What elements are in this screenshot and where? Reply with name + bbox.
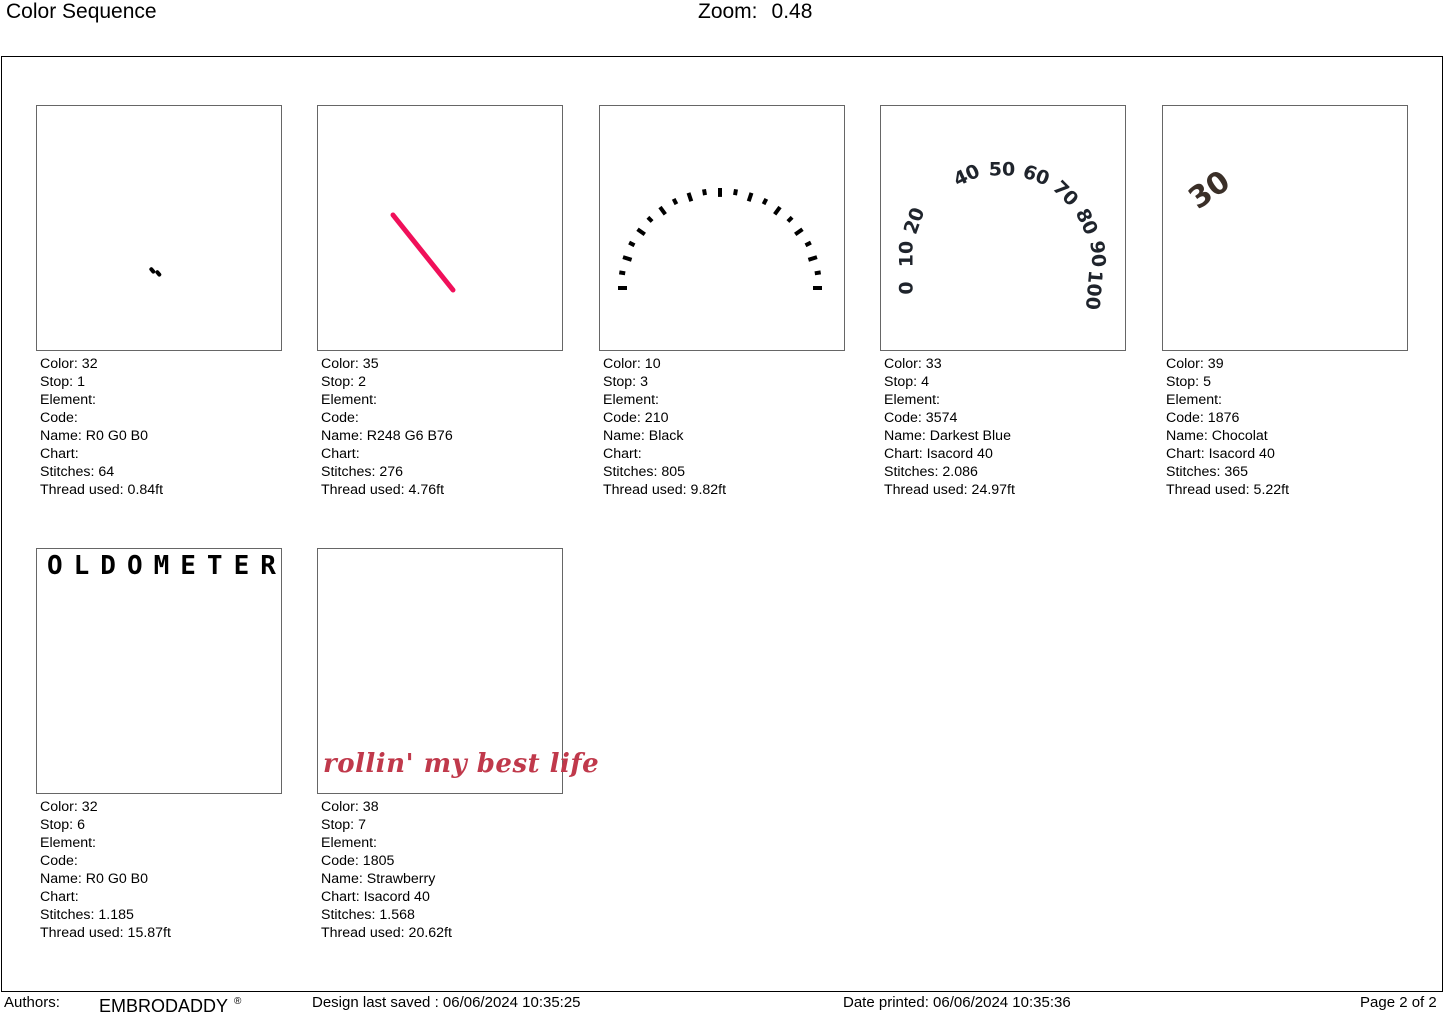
- speedo-number: 40: [950, 159, 984, 192]
- detail-label: Stitches:: [884, 464, 939, 480]
- page-title: Color Sequence: [6, 0, 157, 23]
- detail-value: R0 G0 B0: [81, 871, 149, 887]
- detail-label: Thread used:: [603, 482, 687, 498]
- stitch-preview: [1162, 105, 1408, 351]
- detail-code: [1166, 409, 1289, 427]
- needle-pivot-stitch-a: [149, 266, 157, 274]
- detail-value: Darkest Blue: [925, 428, 1011, 444]
- detail-label: Thread used:: [40, 482, 124, 498]
- detail-stitches: [603, 463, 726, 481]
- detail-value: 5: [1199, 374, 1211, 390]
- speedo-number: 60: [1019, 160, 1053, 191]
- detail-element: [603, 391, 726, 409]
- detail-value: 0.84ft: [123, 482, 164, 498]
- detail-label: Name:: [40, 871, 82, 887]
- detail-label: Color:: [40, 799, 78, 815]
- detail-value: 38: [358, 799, 379, 815]
- speedo-number: 70: [1048, 176, 1083, 211]
- speedometer-needle: [393, 215, 453, 290]
- detail-chart: [40, 888, 171, 906]
- tick-mark: [735, 189, 736, 195]
- author-brand: [99, 996, 241, 1017]
- detail-value: Chocolat: [1207, 428, 1268, 444]
- detail-element: [321, 834, 452, 852]
- detail-label: Thread used:: [1166, 482, 1250, 498]
- detail-value: 3: [636, 374, 648, 390]
- detail-label: Stop:: [321, 817, 355, 833]
- detail-chart: [1166, 445, 1289, 463]
- detail-value: Strawberry: [362, 871, 436, 887]
- detail-label: Element:: [40, 392, 96, 408]
- detail-label: Element:: [1166, 392, 1222, 408]
- detail-value: 805: [657, 464, 686, 480]
- stitch-preview: [317, 105, 563, 351]
- detail-label: Code:: [1166, 410, 1204, 426]
- detail-label: Chart:: [40, 446, 79, 462]
- script-text: rollin' my best life: [323, 749, 600, 779]
- tick-mark: [660, 207, 665, 214]
- brand-name: EMBRODADDY: [99, 996, 229, 1016]
- detail-value: 1876: [1203, 410, 1240, 426]
- stitch-preview: [36, 105, 282, 351]
- detail-value: R0 G0 B0: [81, 428, 149, 444]
- detail-label: Name:: [1166, 428, 1208, 444]
- card-details: [1166, 355, 1289, 499]
- speedo-number: 20: [899, 204, 930, 238]
- tick-mark: [674, 199, 677, 204]
- detail-value: 15.87ft: [123, 925, 171, 941]
- detail-value: 2.086: [938, 464, 978, 480]
- detail-label: Stitches:: [603, 464, 658, 480]
- detail-value: 365: [1220, 464, 1249, 480]
- detail-thread: [1166, 481, 1289, 499]
- detail-label: Name:: [603, 428, 645, 444]
- detail-value: 24.97ft: [967, 482, 1015, 498]
- detail-element: [321, 391, 453, 409]
- detail-color: [40, 355, 163, 373]
- detail-stop: [40, 816, 171, 834]
- detail-code: [321, 852, 452, 870]
- detail-label: Name:: [321, 428, 363, 444]
- detail-label: Thread used:: [884, 482, 968, 498]
- detail-color: [321, 798, 452, 816]
- detail-color: [884, 355, 1015, 373]
- detail-label: Stop:: [40, 374, 74, 390]
- detail-name: [884, 427, 1015, 445]
- detail-value: 7: [354, 817, 366, 833]
- stitch-preview: [317, 548, 600, 794]
- detail-value: 32: [77, 356, 98, 372]
- card-details: [40, 355, 163, 499]
- detail-element: [40, 391, 163, 409]
- detail-element: [1166, 391, 1289, 409]
- detail-code: [603, 409, 726, 427]
- detail-name: [321, 427, 453, 445]
- detail-label: Chart:: [884, 446, 923, 462]
- detail-code: [884, 409, 1015, 427]
- detail-color: [321, 355, 453, 373]
- detail-label: Color:: [603, 356, 641, 372]
- design-last-saved: Design last saved : 06/06/2024 10:35:25: [312, 994, 581, 1011]
- stop-3-preview: [600, 106, 846, 352]
- detail-value: Black: [644, 428, 684, 444]
- detail-chart: [321, 888, 452, 906]
- oldometer-text: OLDOMETER: [47, 551, 287, 581]
- detail-label: Element:: [603, 392, 659, 408]
- detail-stop: [40, 373, 163, 391]
- detail-label: Stitches:: [1166, 464, 1221, 480]
- needle-pivot-stitch-b: [155, 269, 163, 277]
- detail-color: [603, 355, 726, 373]
- detail-value: 4.76ft: [404, 482, 445, 498]
- card-details: [40, 798, 171, 942]
- detail-label: Chart:: [1166, 446, 1205, 462]
- tick-mark: [815, 272, 821, 273]
- tick-mark: [704, 189, 705, 195]
- detail-value: Isacord 40: [922, 446, 993, 462]
- detail-label: Element:: [321, 392, 377, 408]
- detail-thread: [40, 924, 171, 942]
- tick-mark: [788, 217, 792, 221]
- tick-mark: [775, 207, 780, 214]
- stop-1-preview: [37, 106, 283, 352]
- detail-chart: [603, 445, 726, 463]
- detail-label: Code:: [884, 410, 922, 426]
- speedo-number: 0: [895, 281, 918, 295]
- detail-label: Element:: [884, 392, 940, 408]
- registered-mark: ®: [234, 996, 242, 1007]
- detail-label: Stop:: [321, 374, 355, 390]
- detail-value: 20.62ft: [404, 925, 452, 941]
- detail-value: 10: [640, 356, 661, 372]
- detail-color: [40, 798, 171, 816]
- card-details: [321, 355, 453, 499]
- detail-name: [40, 870, 171, 888]
- card-details: [321, 798, 452, 942]
- detail-value: 32: [77, 799, 98, 815]
- detail-value: 1.568: [375, 907, 415, 923]
- tick-mark: [764, 199, 767, 204]
- detail-value: 276: [375, 464, 404, 480]
- detail-label: Chart:: [603, 446, 642, 462]
- detail-thread: [884, 481, 1015, 499]
- stop-5-preview: [1163, 106, 1409, 352]
- detail-stop: [321, 816, 452, 834]
- tick-mark: [619, 272, 625, 273]
- detail-label: Stitches:: [321, 907, 376, 923]
- detail-label: Element:: [40, 835, 96, 851]
- detail-code: [40, 852, 171, 870]
- detail-label: Color:: [884, 356, 922, 372]
- detail-label: Stitches:: [40, 464, 95, 480]
- zoom-value: 0.48: [771, 0, 813, 23]
- stitch-preview: [599, 105, 845, 351]
- detail-value: R248 G6 B76: [362, 428, 453, 444]
- detail-label: Chart:: [40, 889, 79, 905]
- zoom-label: Zoom:: [698, 0, 758, 23]
- speedo-number: 80: [1070, 205, 1103, 239]
- date-printed: Date printed: 06/06/2024 10:35:36: [843, 994, 1071, 1011]
- detail-chart: [321, 445, 453, 463]
- detail-value: 3574: [921, 410, 958, 426]
- detail-label: Name:: [884, 428, 926, 444]
- card-details: [884, 355, 1015, 499]
- detail-label: Color:: [40, 356, 78, 372]
- authors-label: Authors:: [4, 994, 60, 1011]
- detail-thread: [321, 481, 453, 499]
- detail-value: 1: [73, 374, 85, 390]
- detail-value: 9.82ft: [686, 482, 727, 498]
- detail-label: Stitches:: [321, 464, 376, 480]
- detail-name: [321, 870, 452, 888]
- speedo-number-30: 30: [1182, 163, 1237, 217]
- detail-label: Thread used:: [40, 925, 124, 941]
- detail-stop: [1166, 373, 1289, 391]
- detail-chart: [884, 445, 1015, 463]
- detail-name: [40, 427, 163, 445]
- detail-label: Thread used:: [321, 925, 405, 941]
- tick-mark: [638, 229, 645, 234]
- detail-value: 1.185: [94, 907, 134, 923]
- detail-name: [603, 427, 726, 445]
- detail-value: 35: [358, 356, 379, 372]
- tick-mark: [648, 217, 652, 221]
- detail-label: Stitches:: [40, 907, 95, 923]
- detail-stop: [603, 373, 726, 391]
- tick-mark: [795, 229, 802, 234]
- tick-mark: [623, 257, 632, 260]
- detail-stitches: [1166, 463, 1289, 481]
- detail-label: Code:: [40, 853, 78, 869]
- stop-4-preview: [881, 106, 1127, 352]
- detail-label: Stop:: [603, 374, 637, 390]
- detail-stitches: [884, 463, 1015, 481]
- speedo-number: 10: [895, 240, 918, 268]
- detail-value: Isacord 40: [1204, 446, 1275, 462]
- detail-label: Stop:: [1166, 374, 1200, 390]
- detail-value: 4: [917, 374, 929, 390]
- tick-mark: [629, 243, 634, 246]
- detail-color: [1166, 355, 1289, 373]
- detail-label: Code:: [603, 410, 641, 426]
- detail-element: [40, 834, 171, 852]
- detail-label: Chart:: [321, 446, 360, 462]
- stitch-preview: [880, 105, 1126, 351]
- detail-thread: [603, 481, 726, 499]
- detail-value: 2: [354, 374, 366, 390]
- stitch-preview: [36, 548, 287, 794]
- detail-stop: [884, 373, 1015, 391]
- detail-value: 5.22ft: [1249, 482, 1290, 498]
- detail-value: 6: [73, 817, 85, 833]
- detail-stop: [321, 373, 453, 391]
- detail-stitches: [40, 463, 163, 481]
- detail-value: Isacord 40: [359, 889, 430, 905]
- detail-label: Code:: [321, 410, 359, 426]
- detail-label: Stop:: [40, 817, 74, 833]
- detail-label: Thread used:: [321, 482, 405, 498]
- tick-mark: [806, 243, 811, 246]
- tick-mark: [689, 193, 692, 201]
- detail-value: 1805: [358, 853, 395, 869]
- speedo-number: 50: [988, 158, 1016, 181]
- tick-mark: [808, 257, 817, 260]
- detail-label: Code:: [321, 853, 359, 869]
- detail-chart: [40, 445, 163, 463]
- tick-mark: [749, 193, 752, 201]
- detail-label: Element:: [321, 835, 377, 851]
- detail-value: 64: [94, 464, 115, 480]
- detail-label: Code:: [40, 410, 78, 426]
- detail-value: 39: [1203, 356, 1224, 372]
- detail-stitches: [40, 906, 171, 924]
- detail-label: Name:: [321, 871, 363, 887]
- detail-value: 210: [640, 410, 669, 426]
- detail-stitches: [321, 906, 452, 924]
- detail-label: Color:: [321, 356, 359, 372]
- detail-label: Color:: [321, 799, 359, 815]
- detail-stitches: [321, 463, 453, 481]
- speedo-number: 100: [1080, 269, 1107, 311]
- detail-label: Stop:: [884, 374, 918, 390]
- detail-code: [40, 409, 163, 427]
- detail-name: [1166, 427, 1289, 445]
- detail-value: 33: [921, 356, 942, 372]
- card-details: [603, 355, 726, 499]
- detail-thread: [40, 481, 163, 499]
- detail-thread: [321, 924, 452, 942]
- page-number: Page 2 of 2: [1360, 994, 1437, 1011]
- zoom-indicator: [698, 0, 812, 24]
- speedo-number: 90: [1085, 239, 1110, 269]
- detail-element: [884, 391, 1015, 409]
- stop-2-preview: [318, 106, 564, 352]
- detail-label: Name:: [40, 428, 82, 444]
- detail-label: Color:: [1166, 356, 1204, 372]
- detail-code: [321, 409, 453, 427]
- detail-label: Chart:: [321, 889, 360, 905]
